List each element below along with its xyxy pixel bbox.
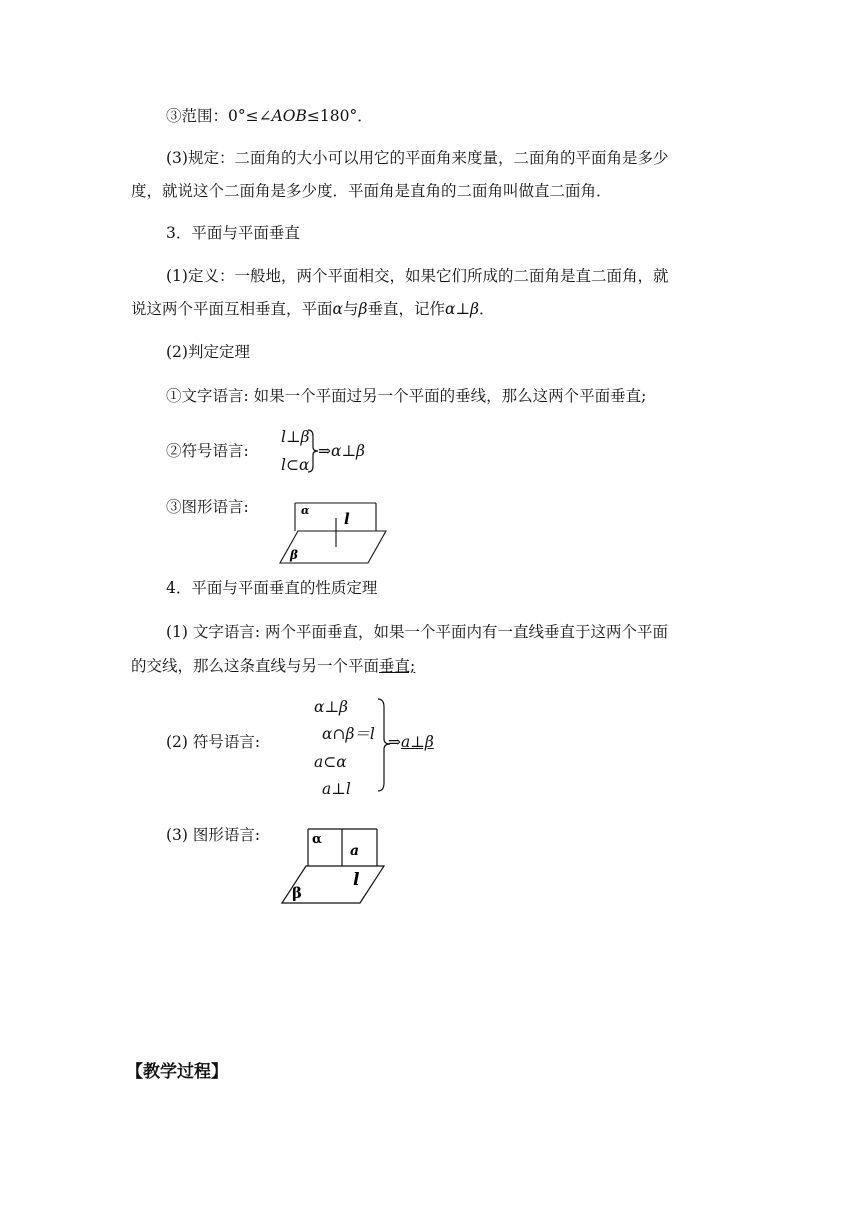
judgment-condition-2: l⊂α bbox=[281, 456, 310, 474]
judgment-text-language: ①文字语言: 如果一个平面过另一个平面的垂线，那么这两个平面垂直; bbox=[166, 387, 647, 405]
def-notation: α⊥β bbox=[444, 300, 479, 318]
definition-line-1: (1)定义：一般地，两个平面相交，如果它们所成的二面角是直二面角，就 bbox=[166, 267, 669, 285]
def-beta: β bbox=[358, 300, 368, 318]
property-condition-4: a⊥l bbox=[322, 780, 351, 798]
property-implies: ⇒ bbox=[388, 733, 401, 751]
property-text-line-2 bbox=[131, 656, 415, 676]
property-symbol-label: (2) 符号语言: bbox=[166, 733, 261, 751]
property-condition-3: a⊂α bbox=[314, 753, 347, 771]
property-text-a: 的交线，那么这条直线与另一个平面 bbox=[131, 657, 380, 675]
judgment-condition-1: l⊥β bbox=[281, 428, 310, 446]
def-end: ． bbox=[479, 300, 495, 318]
fig-a-label: a bbox=[350, 843, 360, 859]
judgment-figure-label: ③图形语言: bbox=[166, 498, 249, 516]
judgment-symbol-label: ②符号语言: bbox=[166, 442, 249, 460]
property-condition-1: α⊥β bbox=[314, 698, 349, 716]
range-var: AOB bbox=[271, 107, 307, 125]
property-text-line-1: (1) 文字语言: 两个平面垂直，如果一个平面内有一直线垂直于这两个平面 bbox=[166, 623, 669, 641]
range-line bbox=[166, 106, 373, 126]
rule-line-2: 度，就说这个二面角是多少度．平面角是直角的二面角叫做直二面角． bbox=[131, 182, 612, 200]
fig-alpha-label: α bbox=[301, 504, 310, 517]
rule-line-1: (3)规定：二面角的大小可以用它的平面角来度量，二面角的平面角是多少 bbox=[166, 149, 669, 167]
def-text-b: 与 bbox=[342, 300, 359, 318]
fig-beta-label: β bbox=[292, 884, 302, 902]
section-4-title: 4．平面与平面垂直的性质定理 bbox=[166, 579, 378, 597]
property-figure bbox=[278, 823, 390, 907]
range-prefix: ③范围：0°≤∠ bbox=[166, 107, 272, 125]
property-result-value: a⊥β bbox=[401, 733, 434, 751]
property-result bbox=[388, 732, 434, 752]
fig-beta-label: β bbox=[290, 548, 298, 562]
section-3-title: 3．平面与平面垂直 bbox=[166, 224, 300, 242]
fig-l-label: l bbox=[353, 870, 360, 890]
teaching-process-heading: 【教学过程】 bbox=[126, 1062, 228, 1082]
judgment-result: ⇒α⊥β bbox=[318, 442, 365, 460]
property-condition-2: α∩β＝l bbox=[322, 725, 375, 743]
judgment-figure bbox=[278, 497, 390, 567]
fig-alpha-label: α bbox=[312, 832, 323, 847]
theorem-heading: (2)判定定理 bbox=[166, 343, 250, 361]
def-text-a: 说这两个平面互相垂直，平面 bbox=[131, 300, 333, 318]
definition-line-2 bbox=[131, 299, 495, 319]
property-figure-label: (3) 图形语言: bbox=[166, 826, 261, 844]
fig-l-label: l bbox=[344, 510, 350, 528]
range-suffix: ≤180°． bbox=[306, 107, 373, 125]
def-text-c: 垂直，记作 bbox=[367, 300, 445, 318]
def-alpha: α bbox=[332, 300, 343, 318]
property-text-underlined: 垂直; bbox=[379, 657, 416, 675]
